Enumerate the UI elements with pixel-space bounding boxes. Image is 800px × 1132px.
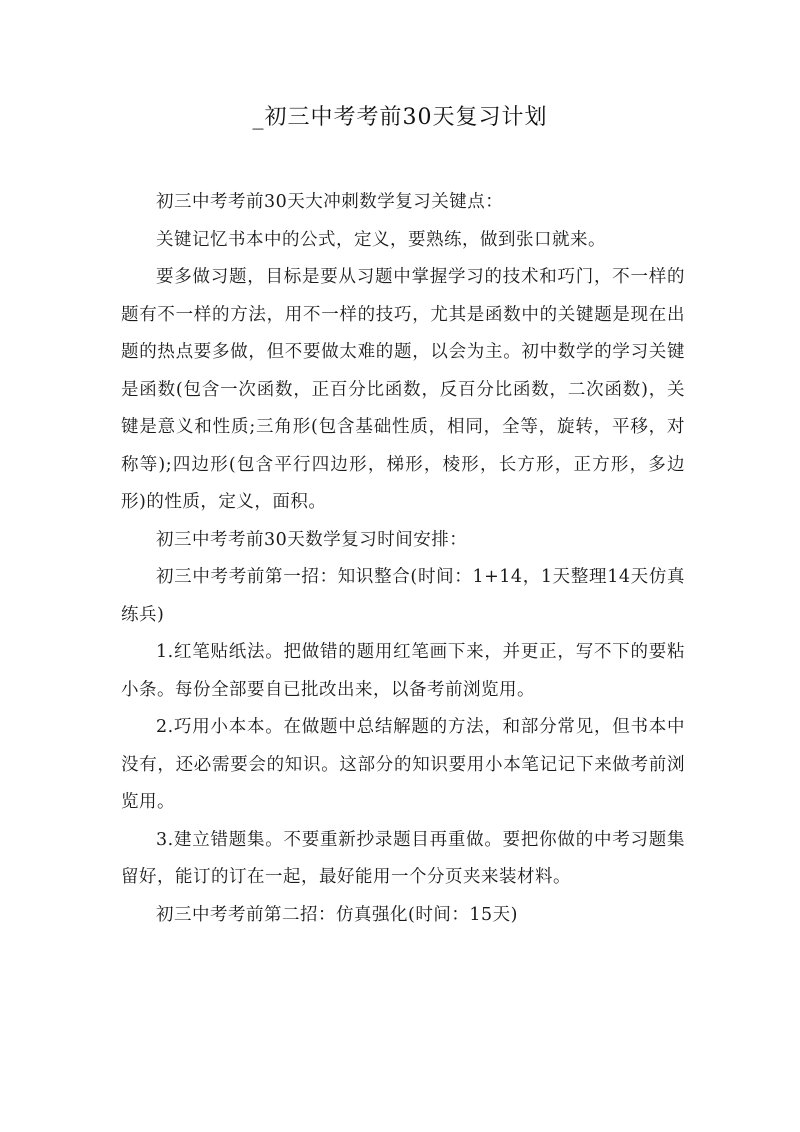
document-title: _初三中考考前30天复习计划 (252, 105, 548, 130)
document-body (121, 184, 685, 934)
paragraph-practice-exercises: 要多做习题，目标是要从习题中掌握学习的技术和巧门，不一样的题有不一样的方法，用不一样的技巧，尤其是函数中的关键题是现在出题的热点要多做，但不要做太难的题，以会为主。初中数学的学习关键是函数(包含一次函数，正百分比函数，反百分比函数，二次函数)，关键是意义和性质;三角形(包含基础性质，相同，全等，旋转，平移，对称等);四边形(包含平行四边形，梯形，棱形，长方形，正方形，多边形)的性质，定义，面积。 (121, 267, 685, 512)
paragraph-step-one: 初三中考考前第一招：知识整合(时间：1+14，1天整理14天仿真练兵) (121, 567, 685, 625)
paragraph-red-pen-method: 1.红笔贴纸法。把做错的题用红笔画下来，并更正，写不下的要粘小条。每份全部要自已批改出来，以备考前浏览用。 (121, 642, 685, 700)
paragraph-step-two: 初三中考考前第二招：仿真强化(时间：15天) (156, 904, 518, 925)
paragraph-math-key-points-heading: 初三中考考前30天大冲刺数学复习关键点： (156, 192, 504, 212)
paragraph-memorize-formulas: 关键记忆书本中的公式，定义，要熟练，做到张口就来。 (156, 229, 606, 250)
paragraph-notebook-method: 2.巧用小本本。在做题中总结解题的方法，和部分常见，但书本中没有，还必需要会的知识。这部分的知识要用小本笔记记下来做考前浏览用。 (121, 717, 685, 812)
paragraph-schedule-heading: 初三中考考前30天数学复习时间安排： (156, 529, 468, 550)
paragraph-error-collection: 3.建立错题集。不要重新抄录题目再重做。要把你做的中考习题集留好，能订的订在一起，最好能用一个分页夹来装材料。 (121, 829, 685, 887)
